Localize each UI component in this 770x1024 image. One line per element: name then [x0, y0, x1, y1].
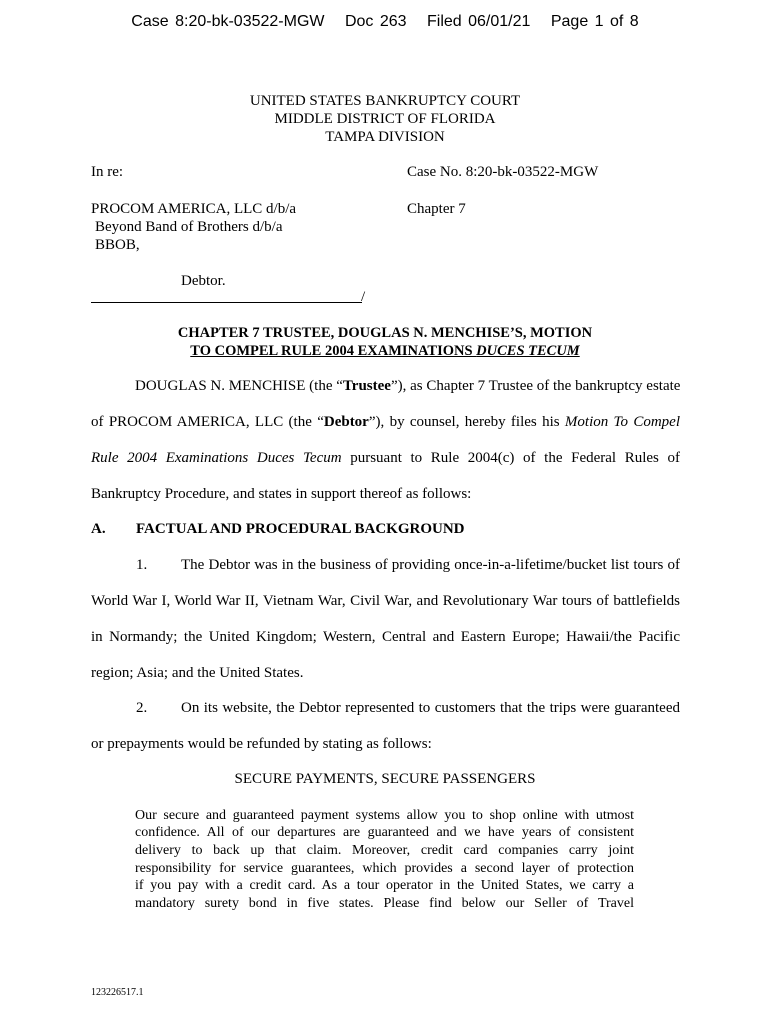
debtor-label: Debtor. [181, 273, 226, 289]
intro-line3 [91, 450, 680, 467]
intro-line1 [135, 378, 680, 395]
title-line2-text: TO COMPEL RULE 2004 EXAMINATIONS [190, 343, 477, 359]
quote-line: if you pay with a credit card. As a tour operator in the United States, we carry a [135, 878, 634, 893]
stamp-case-number: Case 8:20-bk-03522-MGW [131, 13, 325, 30]
motion-name-italic: Rule 2004 Examinations Duces Tecum [91, 450, 342, 466]
intro-line4: Bankruptcy Procedure, and states in support thereof as follows: [91, 486, 472, 502]
stamp-doc-number: Doc 263 [344, 13, 407, 30]
quote-line: mandatory surety bond in five states. Please find below our Seller of Travel [135, 896, 634, 911]
debtor-name-line3: BBOB, [95, 237, 140, 253]
para2-line1: On its website, the Debtor represented to customers that the trips were guaranteed [181, 700, 680, 716]
document-id: 123226517.1 [91, 987, 144, 998]
chapter-label: Chapter 7 [407, 201, 466, 217]
motion-title-line1: CHAPTER 7 TRUSTEE, DOUGLAS N. MENCHISE’S, MOTION [177, 325, 593, 341]
intro-text: ”), by counsel, hereby files his [368, 414, 565, 430]
section-heading: FACTUAL AND PROCEDURAL BACKGROUND [136, 521, 465, 537]
trustee-defined-term: Trustee [342, 378, 391, 394]
motion-name-italic: Motion To Compel [564, 414, 681, 430]
filing-stamp [0, 13, 770, 31]
intro-line2 [91, 414, 680, 431]
stamp-filed-date: Filed 06/01/21 [426, 13, 531, 30]
para1-line2: World War I, World War II, Vietnam War, Civil War, and Revolutionary War tours of battlefields [91, 593, 680, 609]
quote-line: Our secure and guaranteed payment systems allow you to shop online with utmost [135, 808, 634, 823]
para1-line4: region; Asia; and the United States. [91, 665, 304, 681]
debtor-name-line1: PROCOM AMERICA, LLC d/b/a [91, 201, 297, 217]
intro-text: DOUGLAS N. MENCHISE (the “ [135, 378, 343, 394]
para2-number: 2. [136, 700, 148, 716]
para1-line3: in Normandy; the United Kingdom; Western, Central and Eastern Europe; Hawaii/the Pacific [91, 629, 680, 645]
court-district: MIDDLE DISTRICT OF FLORIDA [274, 111, 496, 127]
caption-slash: / [361, 289, 366, 305]
para2-line2: or prepayments would be refunded by stating as follows: [91, 736, 432, 752]
quote-line: delivery to back up that claim. Moreover, credit card companies carry joint [135, 843, 634, 858]
section-letter: A. [91, 521, 106, 537]
case-number: Case No. 8:20-bk-03522-MGW [407, 164, 599, 180]
court-division: TAMPA DIVISION [325, 129, 445, 145]
intro-text: of PROCOM AMERICA, LLC (the “ [91, 414, 324, 430]
in-re-label: In re: [91, 164, 124, 180]
debtor-defined-term: Debtor [323, 414, 369, 430]
stamp-page-count: Page 1 of 8 [550, 13, 639, 30]
quote-heading: SECURE PAYMENTS, SECURE PASSENGERS [234, 771, 536, 787]
para1-number: 1. [136, 557, 148, 573]
intro-text: ”), as Chapter 7 Trustee of the bankruptcy estate [390, 378, 681, 394]
intro-text: pursuant to Rule 2004(c) of the Federal Rules of [341, 450, 680, 466]
quote-line: confidence. All of our departures are guaranteed and we have years of consistent [135, 825, 634, 840]
caption-rule [91, 302, 362, 303]
title-duces-tecum: DUCES TECUM [476, 343, 580, 359]
court-name: UNITED STATES BANKRUPTCY COURT [249, 93, 521, 109]
para1-line1: The Debtor was in the business of providing once-in-a-lifetime/bucket list tours of [181, 557, 680, 573]
debtor-name-line2: Beyond Band of Brothers d/b/a [95, 219, 283, 235]
quote-line: responsibility for service guarantees, which provides a second layer of protection [135, 861, 634, 876]
motion-title-line2 [0, 343, 770, 360]
